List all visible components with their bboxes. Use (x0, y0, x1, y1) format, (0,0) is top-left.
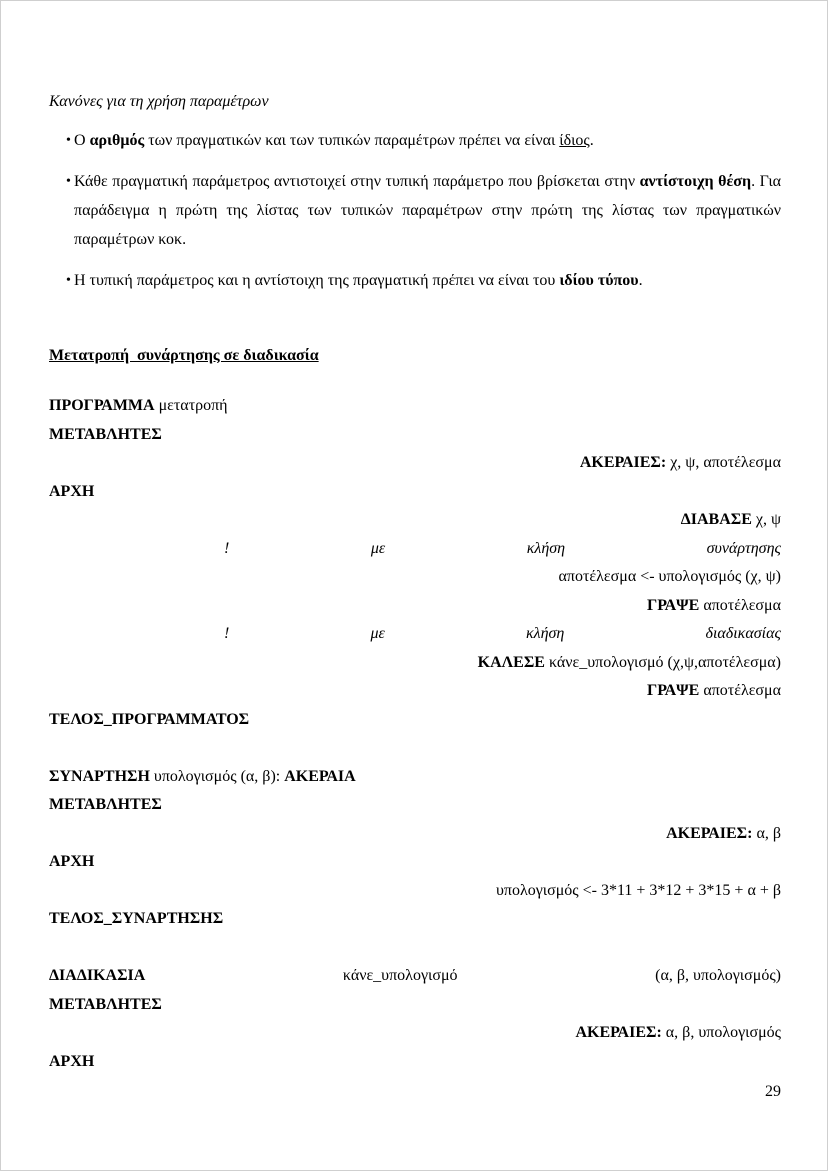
text-segment: ΑΚΕΡΑΙΕΣ: (579, 454, 667, 471)
text-segment: ΑΚΕΡΑΙΑ (284, 767, 356, 785)
text-segment: υπολογισμός <- 3*11 + 3*12 + 3*15 + α + β (495, 881, 781, 899)
text-segment: αποτέλεσμα (699, 682, 781, 699)
code-line (49, 1019, 781, 1048)
text-segment: ΑΚΕΡΑΙΕΣ: (666, 824, 753, 842)
code-line (49, 991, 781, 1020)
code-block (49, 392, 781, 1076)
text-segment: . Για παράδειγμα η πρώτη της λίστας των τυπικών παραμέτρων στην πρώτη της λίστας των πραγματικών παραμέτρων κοκ. (74, 173, 782, 248)
page-number: 29 (765, 1083, 781, 1100)
text-segment: ΠΡΟΓΡΑΜΜΑ (49, 397, 155, 414)
code-line (49, 563, 781, 592)
text-segment: ΔΙΑΔΙΚΑΣΙΑ (49, 967, 146, 984)
text-segment: κλήση (525, 625, 565, 642)
bullet-item (49, 126, 781, 155)
text-segment: ΓΡΑΨΕ (647, 596, 700, 614)
code-line (49, 820, 781, 849)
text-segment: αποτέλεσμα <- υπολογισμός (χ, ψ) (558, 568, 781, 585)
text-segment: χ, ψ, αποτέλεσμα (666, 454, 781, 471)
bullet-marker-icon: • (66, 273, 71, 288)
code-line (224, 620, 781, 649)
text-segment: ! (224, 539, 230, 557)
text-segment: με (370, 625, 385, 642)
text-segment: των πραγματικών και των τυπικών παραμέτρων πρέπει να είναι (144, 132, 560, 149)
text-segment: διαδικασίας (705, 625, 781, 642)
text-segment: ! (224, 625, 230, 642)
text-segment: Ο (74, 132, 90, 149)
text-segment: κλήση (526, 539, 566, 557)
text-segment: κάνε_υπολογισμό (χ,ψ,αποτέλεσμα) (544, 653, 781, 671)
bullet-marker-icon: • (66, 174, 71, 189)
code-line (49, 449, 781, 478)
text-segment: ΑΡΧΗ (49, 1052, 95, 1070)
code-line (49, 848, 781, 877)
code-line (49, 649, 781, 678)
code-line (49, 905, 781, 934)
code-line (49, 763, 781, 792)
text-segment: (α, β, υπολογισμός) (655, 967, 781, 984)
code-line (49, 478, 781, 507)
text-segment: μετατροπή (154, 397, 228, 414)
text-segment: Η τυπική παράμετρος και η αντίστοιχη της πραγματική πρέπει να είναι του (74, 272, 560, 289)
text-segment: ΜΕΤΑΒΛΗΤΕΣ (49, 995, 162, 1013)
code-line (49, 1048, 781, 1077)
code-line (49, 392, 781, 421)
code-line (49, 421, 781, 450)
text-segment: Κάθε πραγματική παράμετρος αντιστοιχεί στην τυπική παράμετρο που βρίσκεται στην (74, 173, 640, 190)
code-line (49, 877, 781, 906)
section-heading: Μετατροπή συνάρτησης σε διαδικασία (49, 347, 319, 364)
text-segment: ΚΑΛΕΣΕ (477, 653, 545, 671)
bullet-item (49, 266, 781, 295)
code-line (49, 592, 781, 621)
bullet-list (49, 126, 781, 295)
text-segment: αποτέλεσμα (699, 596, 781, 614)
bullet-text (74, 126, 781, 155)
text-segment: ΤΕΛΟΣ_ΣΥΝΑΡΤΗΣΗΣ (49, 910, 224, 927)
text-segment: ΑΡΧΗ (49, 853, 95, 870)
bullet-item (49, 167, 781, 254)
text-segment: με (370, 539, 386, 557)
code-line (49, 791, 781, 820)
code-line (49, 677, 781, 706)
text-segment: αριθμός (89, 132, 145, 149)
text-segment: ΜΕΤΑΒΛΗΤΕΣ (49, 425, 162, 443)
code-line (49, 962, 781, 991)
text-segment: ΑΡΧΗ (49, 482, 95, 500)
code-line (49, 706, 781, 735)
text-segment: κάνε_υπολογισμό (342, 967, 458, 984)
text-segment: υπολογισμός (α, β): (149, 767, 285, 785)
text-segment: ιδίου τύπου (559, 272, 639, 289)
text-segment: . (638, 272, 643, 289)
code-line (224, 535, 781, 564)
text-segment: α, β (752, 824, 781, 842)
bullet-text (74, 266, 781, 295)
text-segment: . (589, 132, 594, 149)
text-segment: ίδιος (559, 132, 590, 149)
text-segment: ΣΥΝΑΡΤΗΣΗ (49, 767, 150, 785)
text-segment: ΓΡΑΨΕ (647, 682, 700, 699)
page-title: Κανόνες για τη χρήση παραμέτρων (49, 93, 269, 110)
bullet-text (74, 167, 781, 254)
text-segment: χ, ψ (751, 511, 781, 528)
text-segment: συνάρτησης (706, 539, 781, 557)
bullet-marker-icon: • (66, 133, 71, 148)
text-segment: ΑΚΕΡΑΙΕΣ: (575, 1024, 662, 1041)
code-line (49, 506, 781, 535)
text-segment: α, β, υπολογισμός (661, 1024, 781, 1041)
text-segment: ΔΙΑΒΑΣΕ (680, 511, 752, 528)
text-segment: ΤΕΛΟΣ_ΠΡΟΓΡΑΜΜΑΤΟΣ (49, 710, 250, 728)
text-segment: ΜΕΤΑΒΛΗΤΕΣ (49, 796, 162, 813)
text-segment: αντίστοιχη θέση (639, 173, 752, 190)
